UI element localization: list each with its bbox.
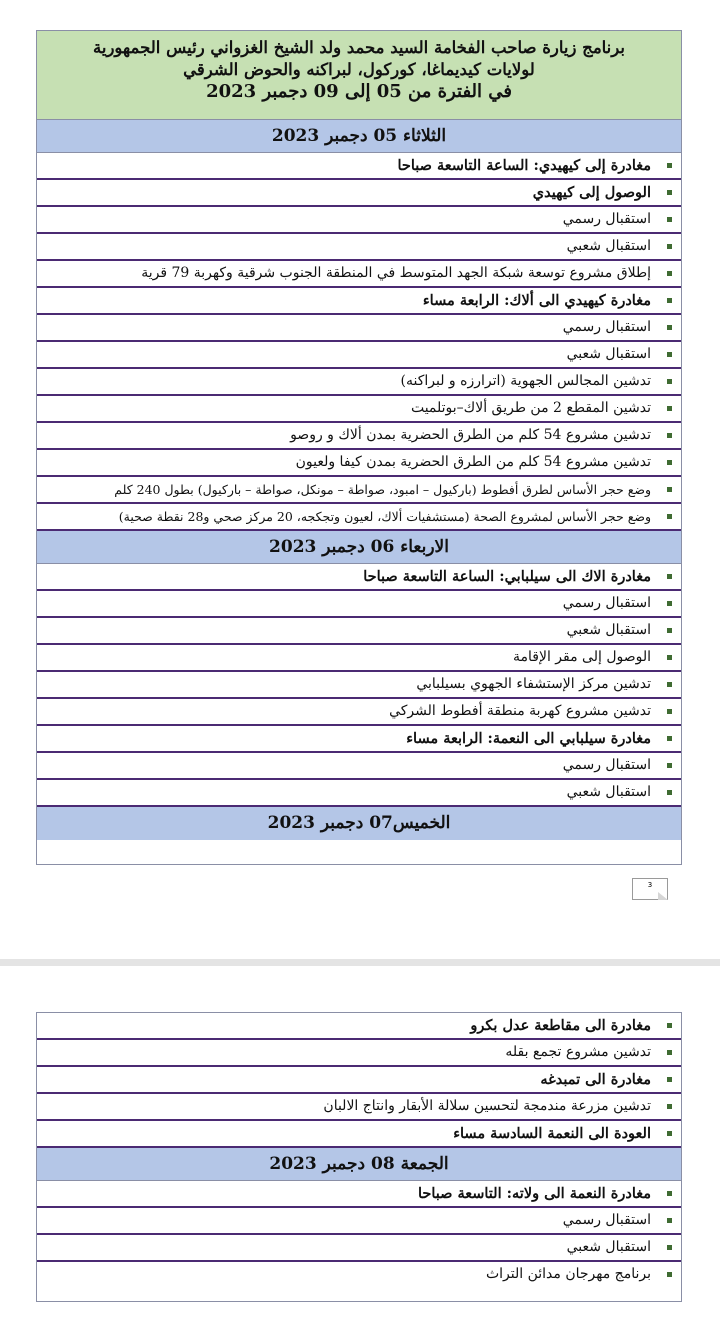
day-header-friday: الجمعة 08 دجمبر 2023 [37, 1148, 681, 1181]
bullet-icon [667, 763, 672, 768]
day-header-thursday: الخميس07 دجمبر 2023 [37, 807, 681, 840]
schedule-item: مغادرة كيهيدي الى ألاك: الرابعة مساء [37, 288, 681, 315]
schedule-item: استقبال شعبي [37, 1235, 681, 1262]
bullet-icon [667, 1191, 672, 1196]
schedule-item: تدشين المقطع 2 من طريق ألاك–بوتلميت [37, 396, 681, 423]
schedule-item: استقبال رسمي [37, 753, 681, 780]
schedule-item: وضع حجر الأساس لمشروع الصحة (مستشفيات ألاك، لعيون وتجكجه، 20 مركز صحي و28 نقطة صحية) [37, 504, 681, 531]
schedule-item: تدشين مزرعة مندمجة لتحسين سلالة الأبقار وانتاج الالبان [37, 1094, 681, 1121]
bullet-icon [667, 325, 672, 330]
schedule-item: تدشين مشروع كهربة منطقة أفطوط الشركي [37, 699, 681, 726]
page-separator [0, 959, 720, 966]
schedule-item: مغادرة النعمة الى ولاته: التاسعة صباحا [37, 1181, 681, 1208]
schedule-item: مغادرة سيلبابي الى النعمة: الرابعة مساء [37, 726, 681, 753]
bullet-icon [667, 406, 672, 411]
schedule-item: استقبال رسمي [37, 207, 681, 234]
bullet-icon [667, 460, 672, 465]
schedule-item: برنامج مهرجان مدائن التراث [37, 1262, 681, 1289]
schedule-item: استقبال رسمي [37, 1208, 681, 1235]
title-line-2: لولايات كيديماغا، كوركول، لبراكنه والحوض الشرقي [183, 60, 535, 79]
bullet-icon [667, 736, 672, 741]
bullet-icon [667, 298, 672, 303]
bullet-icon [667, 1245, 672, 1250]
day-header-tuesday: الثلاثاء 05 دجمبر 2023 [37, 120, 681, 153]
bullet-icon [667, 1077, 672, 1082]
schedule-item: استقبال رسمي [37, 315, 681, 342]
schedule-item: استقبال شعبي [37, 618, 681, 645]
page-number-box [632, 878, 668, 900]
bullet-icon [667, 217, 672, 222]
schedule-item: استقبال شعبي [37, 342, 681, 369]
bullet-icon [667, 1218, 672, 1223]
bullet-icon [667, 601, 672, 606]
bullet-icon [667, 1023, 672, 1028]
schedule-item: استقبال شعبي [37, 234, 681, 261]
schedule-item: تدشين المجالس الجهوية (اترارزه و لبراكنه) [37, 369, 681, 396]
bullet-icon [667, 487, 672, 492]
bullet-icon [667, 628, 672, 633]
schedule-table-page-2 [36, 1012, 682, 1302]
page-number: 3 [647, 881, 653, 889]
bullet-icon [667, 244, 672, 249]
bullet-icon [667, 433, 672, 438]
day-header-wednesday: الاربعاء 06 دجمبر 2023 [37, 531, 681, 564]
page-fold-icon [658, 892, 668, 900]
schedule-item: تدشين مشروع 54 كلم من الطرق الحضرية بمدن ألاك و روصو [37, 423, 681, 450]
schedule-table-page-1 [36, 30, 682, 865]
bullet-icon [667, 1272, 672, 1277]
schedule-item: الوصول إلى مقر الإقامة [37, 645, 681, 672]
bullet-icon [667, 682, 672, 687]
bullet-icon [667, 379, 672, 384]
program-title [37, 31, 681, 120]
schedule-item: وضع حجر الأساس لطرق أفطوط (باركيول – امبود، صواطة – مونكل، صواطة – باركيول) بطول 240 كلم [37, 477, 681, 504]
schedule-item: مغادرة الى مقاطعة عدل بكرو [37, 1013, 681, 1040]
bullet-icon [667, 790, 672, 795]
bullet-icon [667, 1050, 672, 1055]
bullet-icon [667, 352, 672, 357]
bullet-icon [667, 574, 672, 579]
bullet-icon [667, 709, 672, 714]
schedule-item: الوصول إلى كيهيدي [37, 180, 681, 207]
schedule-item: العودة الى النعمة السادسة مساء [37, 1121, 681, 1148]
schedule-item: تدشين مركز الإستشفاء الجهوي بسيلبابي [37, 672, 681, 699]
bullet-icon [667, 1131, 672, 1136]
title-line-1: برنامج زيارة صاحب الفخامة السيد محمد ولد الشيخ الغزواني رئيس الجمهورية [93, 38, 625, 57]
schedule-item: تدشين مشروع تجمع بقله [37, 1040, 681, 1067]
schedule-item: مغادرة الى تمبدغه [37, 1067, 681, 1094]
bullet-icon [667, 655, 672, 660]
schedule-item: إطلاق مشروع توسعة شبكة الجهد المتوسط في المنطقة الجنوب شرقية وكهربة 79 قرية [37, 261, 681, 288]
schedule-item: مغادرة إلى كيهيدي: الساعة التاسعة صباحا [37, 153, 681, 180]
schedule-item: استقبال شعبي [37, 780, 681, 807]
bullet-icon [667, 271, 672, 276]
schedule-item: استقبال رسمي [37, 591, 681, 618]
bullet-icon [667, 163, 672, 168]
title-line-3: في الفترة من 05 إلى 09 دجمبر 2023 [206, 81, 512, 102]
schedule-item: مغادرة الاك الى سيلبابي: الساعة التاسعة صباحا [37, 564, 681, 591]
bullet-icon [667, 190, 672, 195]
bullet-icon [667, 514, 672, 519]
bullet-icon [667, 1104, 672, 1109]
schedule-item: تدشين مشروع 54 كلم من الطرق الحضرية بمدن كيفا ولعيون [37, 450, 681, 477]
